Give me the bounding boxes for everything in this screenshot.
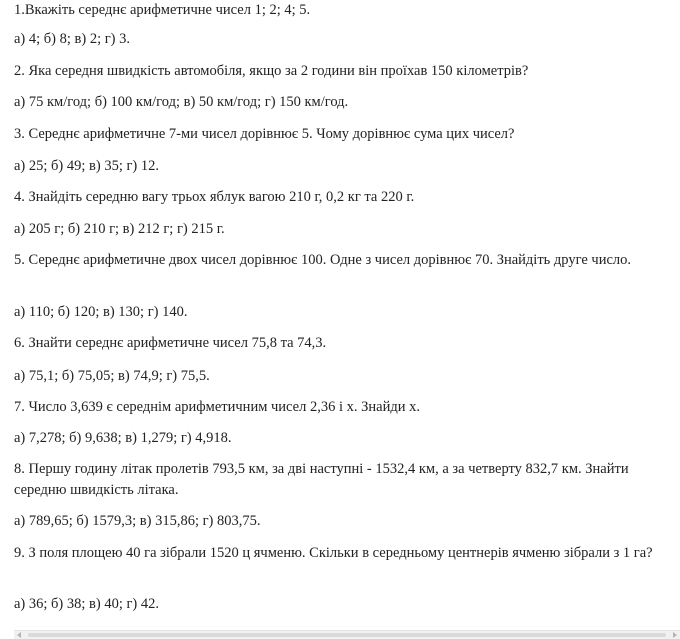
question-5-text: 5. Середнє арифметичне двох чисел дорівнює 100. Одне з чисел дорівнює 70. Знайдіть друге число. — [14, 252, 632, 268]
question-8-text: 8. Першу годину літак пролетів 793,5 км, за дві наступні - 1532,4 км, а за четверту 832,7 км. Знайти середню швидкість літака. — [14, 461, 629, 498]
question-1-text: 1.Вкажіть середнє арифметичне чисел 1; 2; 4; 5. — [14, 2, 311, 18]
scroll-right-arrow-icon[interactable] — [673, 632, 677, 638]
scroll-left-arrow-icon[interactable] — [17, 632, 21, 638]
question-2-answers: а) 75 км/год; б) 100 км/год; в) 50 км/год; г) 150 км/год. — [14, 94, 349, 110]
question-8-answers: а) 789,65; б) 1579,3; в) 315,86; г) 803,75. — [14, 513, 261, 529]
horizontal-scrollbar[interactable] — [14, 630, 680, 639]
question-1-answers: а) 4; б) 8; в) 2; г) 3. — [14, 31, 131, 47]
question-3-answers: а) 25; б) 49; в) 35; г) 12. — [14, 158, 160, 174]
question-9-answers: а) 36; б) 38; в) 40; г) 42. — [14, 596, 160, 612]
question-9-text: 9. З поля площею 40 га зібрали 1520 ц ячменю. Скільки в середньому центнерів ячменю зібрали з 1 га? — [14, 545, 653, 561]
question-5-answers: а) 110; б) 120; в) 130; г) 140. — [14, 304, 188, 320]
question-4-answers: а) 205 г; б) 210 г; в) 212 г; г) 215 г. — [14, 221, 225, 237]
question-4-text: 4. Знайдіть середню вагу трьох яблук вагою 210 г, 0,2 кг та 220 г. — [14, 189, 415, 205]
question-7-text: 7. Число 3,639 є середнім арифметичним чисел 2,36 і х. Знайди х. — [14, 399, 420, 415]
question-7-answers: а) 7,278; б) 9,638; в) 1,279; г) 4,918. — [14, 430, 232, 446]
question-6-text: 6. Знайти середнє арифметичне чисел 75,8 та 74,3. — [14, 335, 327, 351]
question-2-text: 2. Яка середня швидкість автомобіля, якщо за 2 години він проїхав 150 кілометрів? — [14, 63, 529, 79]
question-3-text: 3. Середнє арифметичне 7-ми чисел дорівнює 5. Чому дорівнює сума цих чисел? — [14, 126, 515, 142]
question-6-answers: а) 75,1; б) 75,05; в) 74,9; г) 75,5. — [14, 368, 210, 384]
scrollbar-thumb[interactable] — [28, 633, 666, 637]
